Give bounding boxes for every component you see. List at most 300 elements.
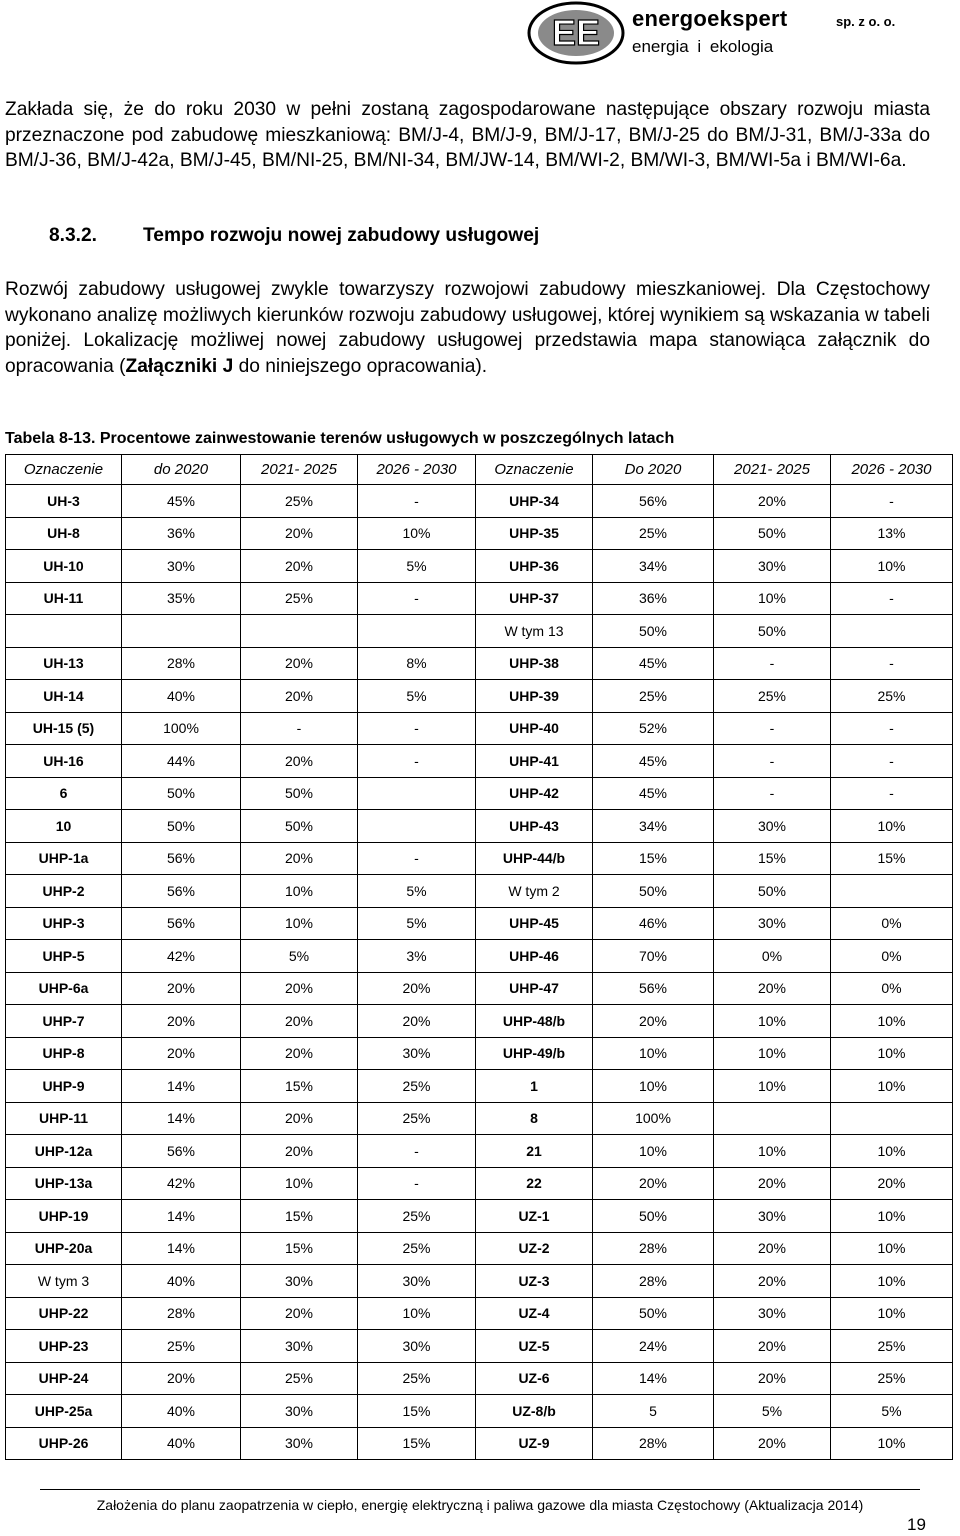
footer-divider [40,1489,920,1490]
percent-cell: 28% [593,1265,714,1298]
page-header [0,0,960,68]
percent-cell: 8% [358,647,476,680]
designation-cell: UHP-35 [476,517,593,550]
designation-cell: UHP-47 [476,972,593,1005]
percent-cell: 10% [241,875,358,908]
percent-cell: 25% [358,1070,476,1103]
percent-cell: 25% [241,485,358,518]
percent-cell: - [714,745,831,778]
designation-cell: UHP-22 [6,1297,122,1330]
percent-cell [358,777,476,810]
percent-cell [122,615,241,648]
designation-cell: UZ-2 [476,1232,593,1265]
table-row [6,940,953,973]
designation-cell: UHP-19 [6,1200,122,1233]
designation-cell [6,615,122,648]
designation-cell: UH-14 [6,680,122,713]
percent-cell: 20% [241,1005,358,1038]
designation-cell: UH-13 [6,647,122,680]
percent-cell: 20% [122,1037,241,1070]
percent-cell: 0% [831,972,953,1005]
percent-cell: 30% [241,1395,358,1428]
percent-cell: 0% [831,907,953,940]
percent-cell: 10% [831,550,953,583]
percent-cell: 34% [593,810,714,843]
percent-cell: 20% [241,517,358,550]
percent-cell: - [358,745,476,778]
designation-cell: UH-8 [6,517,122,550]
percent-cell: 20% [358,972,476,1005]
percent-cell: 20% [241,745,358,778]
table-row [6,1297,953,1330]
percent-cell: 56% [122,907,241,940]
percent-cell: 25% [241,1362,358,1395]
percent-cell: 25% [593,517,714,550]
percent-cell: 25% [358,1102,476,1135]
section-title: Tempo rozwoju nowej zabudowy usługowej [143,225,540,246]
percent-cell: - [358,582,476,615]
percent-cell: 10% [358,517,476,550]
designation-cell: UZ-3 [476,1265,593,1298]
percent-cell: 5% [241,940,358,973]
designation-cell: UH-16 [6,745,122,778]
table-row [6,907,953,940]
percent-cell: 56% [593,485,714,518]
page-footer: Założenia do planu zaopatrzenia w ciepło, energię elektryczną i paliwa gazowe dla miasta Częstochowy (Aktualizacja 2014) [96,1497,864,1513]
percent-cell: 20% [714,485,831,518]
percent-cell: 10% [241,1167,358,1200]
company-name: energoekspert [632,6,788,31]
percent-cell: 25% [593,680,714,713]
percent-cell: 28% [122,1297,241,1330]
percent-cell: 14% [122,1232,241,1265]
table-row [6,1232,953,1265]
table-label: Tabela 8-13. [5,430,96,447]
table-row [6,550,953,583]
percent-cell: 10% [831,1005,953,1038]
percent-cell: 50% [241,777,358,810]
column-header: 2021- 2025 [714,455,831,485]
percent-cell: 10% [714,582,831,615]
table-row [6,1362,953,1395]
percent-cell: - [831,777,953,810]
percent-cell: 52% [593,712,714,745]
percent-cell: 5% [714,1395,831,1428]
table-row [6,1005,953,1038]
percent-cell: 36% [593,582,714,615]
percent-cell: 30% [714,550,831,583]
percent-cell: 3% [358,940,476,973]
percent-cell: 10% [714,1070,831,1103]
percent-cell: 30% [241,1427,358,1460]
percent-cell [358,810,476,843]
percent-cell: - [358,842,476,875]
percent-cell: 15% [358,1427,476,1460]
percent-cell: 10% [831,1200,953,1233]
percent-cell: 0% [714,940,831,973]
percent-cell: 14% [122,1070,241,1103]
percent-cell: 13% [831,517,953,550]
designation-cell: UHP-9 [6,1070,122,1103]
percent-cell: 10% [241,907,358,940]
percent-cell: 10% [714,1037,831,1070]
percent-cell: 45% [593,647,714,680]
percent-cell: - [831,582,953,615]
designation-cell: UHP-13a [6,1167,122,1200]
percent-cell: 30% [714,810,831,843]
percent-cell: - [831,647,953,680]
percent-cell: 15% [358,1395,476,1428]
percent-cell: - [831,712,953,745]
designation-cell: UHP-1a [6,842,122,875]
table-row [6,1265,953,1298]
percent-cell: 30% [241,1330,358,1363]
percent-cell: 14% [593,1362,714,1395]
table-row [6,517,953,550]
designation-cell: 10 [6,810,122,843]
percent-cell: 10% [831,1070,953,1103]
percent-cell [831,615,953,648]
table-row [6,1330,953,1363]
percent-cell: 20% [241,550,358,583]
designation-cell: UHP-44/b [476,842,593,875]
percent-cell: - [831,745,953,778]
designation-cell: UHP-25a [6,1395,122,1428]
percent-cell: 20% [714,1265,831,1298]
column-header: Oznaczenie [6,455,122,485]
paragraph-bold-ref: Załączniki J [125,355,234,377]
percent-cell: 5% [358,680,476,713]
designation-cell: UZ-5 [476,1330,593,1363]
logo-text: EE [551,12,601,53]
table-header-row [6,455,953,485]
column-header: Do 2020 [593,455,714,485]
designation-cell: UHP-48/b [476,1005,593,1038]
percent-cell: 15% [241,1232,358,1265]
percent-cell: 24% [593,1330,714,1363]
percent-cell: 25% [358,1200,476,1233]
designation-cell: UHP-23 [6,1330,122,1363]
investment-table [5,454,953,1460]
table-row [6,1427,953,1460]
percent-cell: 20% [241,680,358,713]
table-row [6,1070,953,1103]
designation-cell: UHP-37 [476,582,593,615]
percent-cell: 40% [122,680,241,713]
designation-cell: W tym 2 [476,875,593,908]
designation-cell: UHP-49/b [476,1037,593,1070]
percent-cell: 0% [831,940,953,973]
table-row [6,712,953,745]
percent-cell: 20% [241,842,358,875]
percent-cell: 25% [714,680,831,713]
percent-cell: - [714,647,831,680]
percent-cell: 25% [122,1330,241,1363]
percent-cell: 10% [831,1135,953,1168]
designation-cell: UHP-11 [6,1102,122,1135]
designation-cell: UHP-8 [6,1037,122,1070]
percent-cell: 10% [831,1427,953,1460]
table-row [6,1167,953,1200]
percent-cell [831,875,953,908]
percent-cell: 45% [593,745,714,778]
table-row [6,1200,953,1233]
percent-cell: 30% [358,1330,476,1363]
percent-cell: 40% [122,1265,241,1298]
percent-cell: 5% [358,875,476,908]
percent-cell: 25% [831,1362,953,1395]
percent-cell: 20% [122,972,241,1005]
percent-cell: 15% [593,842,714,875]
designation-cell: UHP-41 [476,745,593,778]
table-row [6,972,953,1005]
table-row [6,680,953,713]
designation-cell: UHP-24 [6,1362,122,1395]
designation-cell: UH-11 [6,582,122,615]
percent-cell: 56% [122,1135,241,1168]
column-header: Oznaczenie [476,455,593,485]
percent-cell: 20% [714,1167,831,1200]
percent-cell: 30% [714,1297,831,1330]
percent-cell: 10% [593,1037,714,1070]
column-header: do 2020 [122,455,241,485]
percent-cell: 50% [593,1200,714,1233]
designation-cell: UHP-42 [476,777,593,810]
designation-cell: UH-10 [6,550,122,583]
percent-cell: 20% [831,1167,953,1200]
percent-cell: 25% [241,582,358,615]
percent-cell: 10% [831,1297,953,1330]
table-row [6,485,953,518]
designation-cell: UHP-2 [6,875,122,908]
percent-cell: - [714,712,831,745]
percent-cell: 20% [714,1427,831,1460]
table-row [6,842,953,875]
percent-cell: 20% [241,1037,358,1070]
designation-cell: UH-3 [6,485,122,518]
percent-cell [831,1102,953,1135]
percent-cell: 50% [714,615,831,648]
percent-cell: 10% [831,1232,953,1265]
percent-cell: 25% [358,1232,476,1265]
percent-cell: 10% [593,1135,714,1168]
percent-cell: 50% [593,875,714,908]
percent-cell: 20% [241,647,358,680]
designation-cell: UHP-12a [6,1135,122,1168]
percent-cell: 20% [122,1005,241,1038]
designation-cell: 1 [476,1070,593,1103]
table-row [6,875,953,908]
percent-cell: 50% [241,810,358,843]
table-row [6,615,953,648]
percent-cell: 20% [358,1005,476,1038]
body-paragraph [5,277,930,379]
table-row [6,745,953,778]
percent-cell: 20% [714,1232,831,1265]
designation-cell: UHP-40 [476,712,593,745]
designation-cell: UZ-4 [476,1297,593,1330]
designation-cell: UH-15 (5) [6,712,122,745]
table-row [6,1135,953,1168]
percent-cell: 45% [122,485,241,518]
designation-cell: UZ-8/b [476,1395,593,1428]
designation-cell: UHP-38 [476,647,593,680]
company-logo [527,1,625,65]
percent-cell: 50% [593,1297,714,1330]
designation-cell: 6 [6,777,122,810]
percent-cell: 14% [122,1200,241,1233]
percent-cell: 20% [714,1330,831,1363]
table-row [6,647,953,680]
percent-cell: 20% [241,1297,358,1330]
percent-cell: 10% [831,1037,953,1070]
percent-cell: 100% [122,712,241,745]
designation-cell: UHP-5 [6,940,122,973]
percent-cell: - [241,712,358,745]
paragraph-text-a: Dla Częstochowy wykonano analizę możliwych kierunków rozwoju zabudowy usługowej, której wynikiem są wskazania w tabeli poniżej. Lokalizację możliwej nowej zabudowy usługowej przedstawia mapa stanowiąca załącznik do opracowania ( [5,279,930,377]
designation-cell: UHP-3 [6,907,122,940]
percent-cell: 28% [593,1427,714,1460]
percent-cell: 20% [593,1167,714,1200]
percent-cell: 28% [593,1232,714,1265]
percent-cell: 20% [593,1005,714,1038]
designation-cell: UHP-34 [476,485,593,518]
table-row [6,1102,953,1135]
percent-cell: 56% [122,875,241,908]
percent-cell: 15% [241,1200,358,1233]
percent-cell: 28% [122,647,241,680]
designation-cell: UHP-20a [6,1232,122,1265]
table-row [6,810,953,843]
percent-cell: 40% [122,1427,241,1460]
percent-cell: 15% [831,842,953,875]
percent-cell: 36% [122,517,241,550]
intro-paragraph: Zakłada się, że do roku 2030 w pełni zostaną zagospodarowane następujące obszary rozwoju miasta przeznaczone pod zabudowę mieszkaniową: BM/J-4, BM/J-9, BM/J-17, BM/J-25 do BM/J-31, BM/J-33a do BM/J-36, BM/J-42a, BM/J-45, BM/NI-25, BM/NI-34, BM/JW-14, BM/WI-2, BM/WI-3, BM/WI-5a i BM/WI-6a. [5,99,930,172]
percent-cell: 10% [714,1135,831,1168]
company-suffix: sp. z o. o. [836,14,896,29]
percent-cell: - [358,1135,476,1168]
designation-cell: UHP-6a [6,972,122,1005]
percent-cell: 50% [122,777,241,810]
percent-cell: 30% [241,1265,358,1298]
designation-cell: 8 [476,1102,593,1135]
column-header: 2021- 2025 [241,455,358,485]
page-number: 19 [907,1515,926,1534]
percent-cell: 20% [714,972,831,1005]
percent-cell: - [831,485,953,518]
percent-cell: 50% [122,810,241,843]
table-row [6,1395,953,1428]
percent-cell: 50% [714,875,831,908]
percent-cell: 30% [714,907,831,940]
designation-cell: UHP-36 [476,550,593,583]
percent-cell: - [358,485,476,518]
percent-cell: 10% [593,1070,714,1103]
table-body [6,485,953,1460]
designation-cell: UHP-46 [476,940,593,973]
percent-cell: 5% [358,907,476,940]
designation-cell: UHP-7 [6,1005,122,1038]
percent-cell [714,1102,831,1135]
designation-cell: UHP-39 [476,680,593,713]
table-caption [5,430,674,448]
company-tagline: energia i ekologia [632,37,774,56]
percent-cell [358,615,476,648]
percent-cell: 5% [358,550,476,583]
designation-cell: UHP-43 [476,810,593,843]
percent-cell: 25% [358,1362,476,1395]
percent-cell: 30% [714,1200,831,1233]
percent-cell: 70% [593,940,714,973]
percent-cell: - [358,712,476,745]
designation-cell: UHP-26 [6,1427,122,1460]
percent-cell: - [358,1167,476,1200]
percent-cell: 42% [122,1167,241,1200]
percent-cell: 10% [714,1005,831,1038]
percent-cell: 30% [122,550,241,583]
paragraph-first-line: Rozwój zabudowy usługowej zwykle towarzyszy rozwojowi zabudowy mieszkaniowej. [5,279,767,300]
column-header: 2026 - 2030 [831,455,953,485]
percent-cell: 20% [714,1362,831,1395]
percent-cell: 50% [593,615,714,648]
percent-cell: 20% [241,1102,358,1135]
percent-cell: 15% [241,1070,358,1103]
percent-cell: 45% [593,777,714,810]
percent-cell: 46% [593,907,714,940]
percent-cell: 20% [122,1362,241,1395]
percent-cell: 25% [831,680,953,713]
percent-cell: 20% [241,972,358,1005]
percent-cell: 10% [831,1265,953,1298]
percent-cell: 40% [122,1395,241,1428]
designation-cell: UZ-1 [476,1200,593,1233]
percent-cell: 30% [358,1037,476,1070]
section-number: 8.3.2. [49,225,98,246]
percent-cell: 5% [831,1395,953,1428]
percent-cell: 15% [714,842,831,875]
table-title: Procentowe zainwestowanie terenów usługowych w poszczególnych latach [99,430,675,447]
percent-cell: - [714,777,831,810]
percent-cell: 100% [593,1102,714,1135]
percent-cell: 10% [831,810,953,843]
percent-cell: 34% [593,550,714,583]
column-header: 2026 - 2030 [358,455,476,485]
percent-cell: 50% [714,517,831,550]
percent-cell: 14% [122,1102,241,1135]
percent-cell: 25% [831,1330,953,1363]
percent-cell: 5 [593,1395,714,1428]
section-heading [49,225,539,247]
designation-cell: 22 [476,1167,593,1200]
percent-cell: 35% [122,582,241,615]
percent-cell: 10% [358,1297,476,1330]
designation-cell: W tym 3 [6,1265,122,1298]
percent-cell: 56% [122,842,241,875]
table-row [6,777,953,810]
percent-cell: 44% [122,745,241,778]
percent-cell: 56% [593,972,714,1005]
designation-cell: UZ-9 [476,1427,593,1460]
table-row [6,582,953,615]
designation-cell: UHP-45 [476,907,593,940]
percent-cell: 20% [241,1135,358,1168]
percent-cell: 42% [122,940,241,973]
percent-cell [241,615,358,648]
percent-cell: 30% [358,1265,476,1298]
designation-cell: W tym 13 [476,615,593,648]
designation-cell: 21 [476,1135,593,1168]
paragraph-text-b: do niniejszego opracowania). [233,355,488,377]
